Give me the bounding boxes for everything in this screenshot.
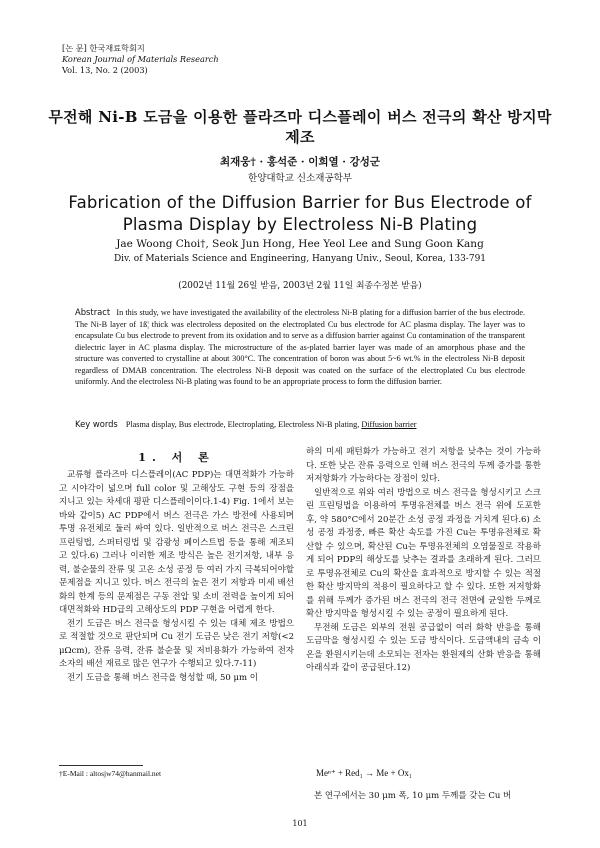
right-column-continued <box>306 790 541 804</box>
page-number: 101 <box>292 819 308 828</box>
abstract-label: Abstract <box>75 307 111 317</box>
keywords <box>75 419 525 429</box>
paragraph: 본 연구에서는 30 μm 폭, 10 μm 두께를 갖는 Cu 버 <box>314 791 512 801</box>
keywords-label: Key words <box>75 419 118 429</box>
footnote-rule <box>59 765 143 766</box>
keywords-text: Plasma display, Bus electrode, Electroplating, Electroless Ni-B plating, <box>125 420 360 429</box>
paragraph: 전기 도금을 통해 버스 전극을 형성할 때, 50 μm 이 <box>67 672 259 683</box>
left-column <box>59 469 294 685</box>
abstract-text: In this study, we have investigated the availability of the electroless Ni-B plating for a diffusion barrier of the bus electrode. The Ni-B layer of 1ß¦ thick was electroless deposited on the electroplated Cu bus electrode for AC plasma display. The layer was to encapsulate Cu bus electrode to prevent from its oxidation and to serve as a diffusion barrier against Cu contamination of the transparent dielectric layer in AC plasma display. The microstructure of the as-plated barrier layer was made of an amorphous phase and the structure was converted to crystalline at about 300°C. The concentration of boron was about 5~6 wt.% in the electroless Ni-B deposit regardless of DMAB concentration. The electroless Ni-B deposit was coated on the surface of the electroplated Cu bus electrode uniformly. And the electroless Ni-B plating was found to be an appropriate process to form the diffusion barrier. <box>75 308 526 386</box>
equation: Meⁿ⁺ + Red₁ → Me + Ox₁ <box>316 768 413 778</box>
title-korean: 무전해 Ni-B 도금을 이용한 플라즈마 디스플레이 버스 전극의 확산 방지막 제조 <box>48 108 552 146</box>
keywords-last: Diffusion barrier <box>361 420 417 429</box>
right-column <box>306 446 541 676</box>
paragraph: 전기 도금은 버스 전극을 형성시킬 수 있는 대체 제조 방법으로 적절할 것으로 판단되며 Cu 전기 도금은 낮은 전기 저항(<2 μΩcm), 잔류 응력, 잔류 불순물 및 저비용화가 가능하여 전자 소자의 배선 재료로 많은 연구가 수행되고 있다.7-11) <box>59 618 294 669</box>
title-english: Fabrication of the Diffusion Barrier for Bus Electrode of Plasma Display by Electroless Ni-B Plating <box>68 193 532 234</box>
received-dates: (2002년 11월 26일 받음, 2003년 2월 11일 최종수정본 받음) <box>178 281 422 291</box>
journal-category: [논 문] 한국재료학회지 <box>62 43 145 53</box>
journal-header <box>62 43 219 76</box>
journal-volume: Vol. 13, No. 2 (2003) <box>62 65 148 75</box>
footnote-email: †E-Mail : altosjw74@hanmail.net <box>59 769 162 778</box>
section-heading-intro: 1. 서 론 <box>138 451 215 464</box>
authors-korean: 최재웅† · 홍석준 · 이희열 · 강성군 <box>219 156 381 168</box>
abstract <box>75 307 525 388</box>
authors-english: Jae Woong Choi†, Seok Jun Hong, Hee Yeol Lee and Sung Goon Kang <box>116 238 484 250</box>
journal-name: Korean Journal of Materials Research <box>62 54 219 64</box>
affiliation-english: Div. of Materials Science and Engineering, Hanyang Univ., Seoul, Korea, 133-791 <box>113 254 487 264</box>
paragraph: 하의 미세 패턴화가 가능하고 전기 저항을 낮추는 것이 가능하다. 또한 낮은 잔류 응력으로 인해 버스 전극의 두께 증가를 통한 저저항화가 가능하다는 장점이 있다. <box>306 447 541 484</box>
paragraph: 무전해 도금은 외부의 전원 공급없이 여러 화학 반응을 통해 도금막을 형성시킬 수 있는 도금 방식이다. 도금액내의 금속 이온을 환원시키는데 소모되는 전자는 환원제의 산화 반응을 통해 아래식과 같이 공급된다.12) <box>306 622 541 673</box>
paragraph: 교류형 플라즈마 디스플레이(AC PDP)는 대면적화가 가능하고 시야각이 넓으며 full color 및 고해상도 구현 등의 장점을 지니고 있는 차세대 평판 디스플레이이다.1-4) Fig. 1에서 보는 바와 같이5) AC PDP에서 버스 전극은 가스 방전에 사용되며 투명 유전체로 둘러 싸여 있다. 일반적으로 버스 전극은 스크린 프린팅법, 스퍼터링법 및 감광성 페이스트법 등을 통해 제조되고 있다.6) 그러나 이러한 제조 방식은 높은 전기저항, 내부 응력, 불순물의 잔류 및 고온 소성 공정 등 여러 가지 극복되어야할 문제점을 지니고 있다. 버스 전극의 높은 전기 저항과 미세 배선화의 한계 등의 문제점은 구동 전압 및 소비 전력을 높이게 되어 대면적화와 HD급의 고해상도의 PDP 구현을 어렵게 한다. <box>59 470 294 615</box>
affiliation-korean: 한양대학교 신소재공학부 <box>248 173 352 184</box>
paragraph: 일반적으로 위와 여러 방법으로 버스 전극을 형성시키고 스크린 프린팅법을 이용하여 투명유전체를 버스 전극 위에 도포한 후, 약 580°C에서 20분간 소성 공정 과정을 거치게 된다.6) 소성 공정 과정중, 빠른 확산 속도를 가진 Cu는 투명유전체로 확산할 수 있으며, 확산된 Cu는 투명유전체의 오염물질로 작용하게 되어 PDP의 해상도를 낮추는 결과를 초래하게 된다. 그러므로 투명유전체로 Cu의 확산을 효과적으로 방지할 수 있는 적절한 확산 방지막의 적용이 필요하다고 할 수 있다. 또한 저저항화를 위해 두께가 증가된 버스 전극의 전극 전면에 균일한 두께로 확산 방지막을 형성시킬 수 있는 공정이 필요하게 된다. <box>306 487 541 619</box>
